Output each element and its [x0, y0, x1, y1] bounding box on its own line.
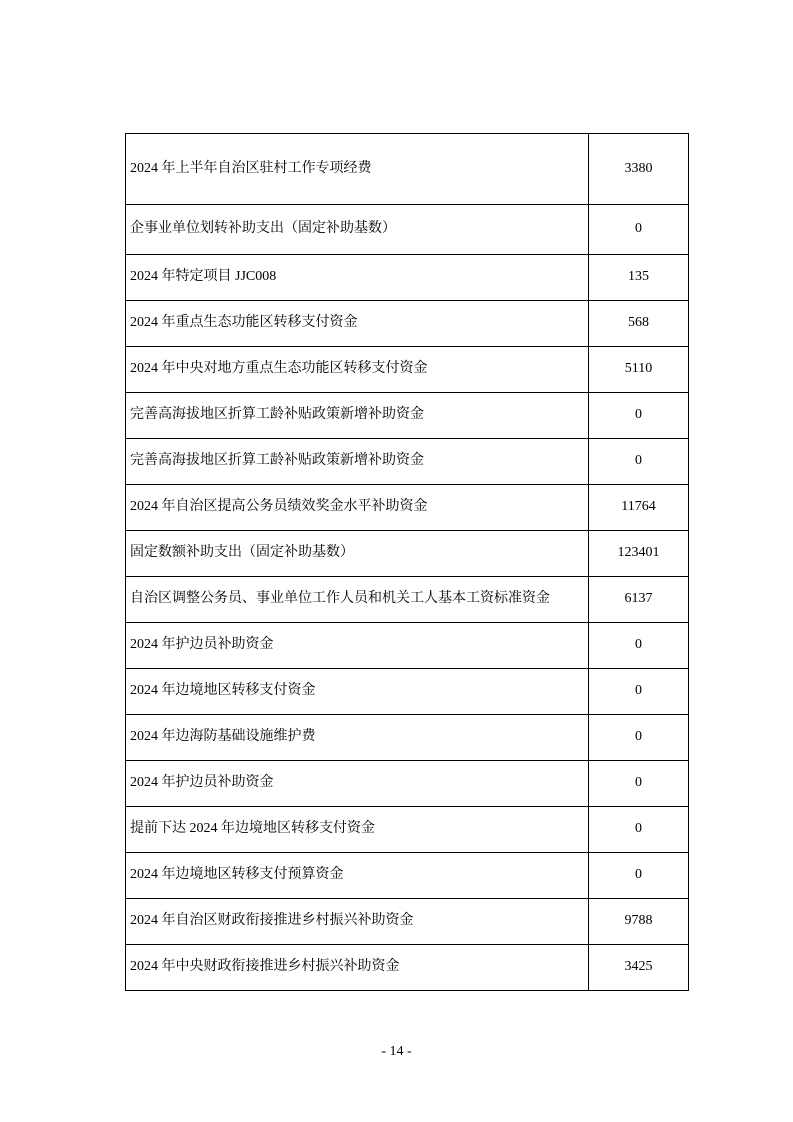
item-label-cell: 2024 年自治区提高公务员绩效奖金水平补助资金 — [126, 485, 589, 531]
table-row — [126, 347, 689, 393]
table-row — [126, 485, 689, 531]
item-label-cell: 2024 年中央对地方重点生态功能区转移支付资金 — [126, 347, 589, 393]
table-row — [126, 899, 689, 945]
item-label-cell: 自治区调整公务员、事业单位工作人员和机关工人基本工资标准资金 — [126, 577, 589, 623]
table-row — [126, 715, 689, 761]
item-value-cell: 6137 — [589, 577, 689, 623]
item-label-cell: 2024 年自治区财政衔接推进乡村振兴补助资金 — [126, 899, 589, 945]
table-row — [126, 945, 689, 991]
item-value-cell: 3380 — [589, 134, 689, 205]
item-label-cell: 2024 年边海防基础设施维护费 — [126, 715, 589, 761]
item-value-cell: 0 — [589, 205, 689, 255]
table-row — [126, 301, 689, 347]
item-label-cell: 2024 年护边员补助资金 — [126, 623, 589, 669]
table-row — [126, 439, 689, 485]
item-value-cell: 3425 — [589, 945, 689, 991]
item-label-cell: 企事业单位划转补助支出（固定补助基数） — [126, 205, 589, 255]
table-row — [126, 761, 689, 807]
table-row — [126, 669, 689, 715]
item-value-cell: 0 — [589, 761, 689, 807]
item-value-cell: 568 — [589, 301, 689, 347]
table-row — [126, 134, 689, 205]
item-label-cell: 2024 年中央财政衔接推进乡村振兴补助资金 — [126, 945, 589, 991]
table-row — [126, 255, 689, 301]
table-row — [126, 531, 689, 577]
item-label-cell: 完善高海拔地区折算工龄补贴政策新增补助资金 — [126, 393, 589, 439]
item-value-cell: 123401 — [589, 531, 689, 577]
table-row — [126, 623, 689, 669]
budget-items-table — [125, 133, 689, 991]
item-label-cell: 2024 年重点生态功能区转移支付资金 — [126, 301, 589, 347]
item-value-cell: 11764 — [589, 485, 689, 531]
item-value-cell: 135 — [589, 255, 689, 301]
item-value-cell: 0 — [589, 807, 689, 853]
item-value-cell: 0 — [589, 393, 689, 439]
item-value-cell: 9788 — [589, 899, 689, 945]
table-row — [126, 393, 689, 439]
item-value-cell: 0 — [589, 439, 689, 485]
item-label-cell: 提前下达 2024 年边境地区转移支付资金 — [126, 807, 589, 853]
table-row — [126, 205, 689, 255]
item-label-cell: 固定数额补助支出（固定补助基数） — [126, 531, 589, 577]
item-value-cell: 0 — [589, 669, 689, 715]
item-value-cell: 0 — [589, 623, 689, 669]
item-label-cell: 2024 年护边员补助资金 — [126, 761, 589, 807]
item-label-cell: 完善高海拔地区折算工龄补贴政策新增补助资金 — [126, 439, 589, 485]
table-row — [126, 577, 689, 623]
item-label-cell: 2024 年边境地区转移支付资金 — [126, 669, 589, 715]
item-value-cell: 0 — [589, 853, 689, 899]
item-value-cell: 0 — [589, 715, 689, 761]
item-label-cell: 2024 年上半年自治区驻村工作专项经费 — [126, 134, 589, 205]
item-label-cell: 2024 年特定项目 JJC008 — [126, 255, 589, 301]
table-row — [126, 853, 689, 899]
item-label-cell: 2024 年边境地区转移支付预算资金 — [126, 853, 589, 899]
page-number: - 14 - — [381, 1044, 412, 1059]
item-value-cell: 5110 — [589, 347, 689, 393]
table-row — [126, 807, 689, 853]
